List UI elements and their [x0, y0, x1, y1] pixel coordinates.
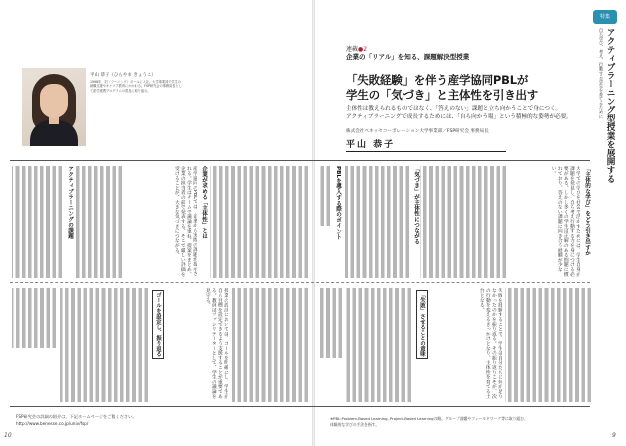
- column-right-lower-3-fill: [318, 288, 342, 358]
- column-left-1-fill: [210, 166, 308, 278]
- column-left-lower-2-fill: [60, 288, 148, 402]
- column-left-1: 産学協同のPBLでは、企業から実際の課題が提示される。学生はチームで議論を重ね、提案をまとめ、企業の担当者の前で発表する。そこで厳しい評価を受けることが、大きな気づきにつながる。: [173, 166, 197, 277]
- headline-line-2: 学生の「気づき」と主体性を引き出す: [346, 88, 539, 102]
- lead-line-2: アクティブラーニングで成長するためには、「自ら向かう場」という積極的な姿勢が必要。: [346, 114, 572, 120]
- divider-bottom: [10, 406, 590, 407]
- author-photo: [22, 68, 86, 146]
- page-gutter: [312, 0, 315, 446]
- series-num-value: 2: [363, 46, 368, 53]
- footnote-pbl-2: 体験的な学びの手法を指す。: [330, 422, 380, 427]
- column-right-lower-1-fill: [505, 288, 591, 402]
- column-right-1: 大学での学びを社会で活かすためには、学生自身が課題を発見し、自ら考え行動する力を身につける必要がある。しかし多くの学生は正解のある問題に慣れており、答えのない課題に向き合う経験が少ない。: [550, 166, 580, 277]
- lead-line-1: 主体性は教えられるものではなく、「答えのない」課題と立ち向かうことで身につく。: [346, 106, 562, 112]
- series-num: ●: [358, 46, 364, 53]
- author-affiliation: 株式会社ベネッセコーポレーション大学事業部／FSP研究会 事務局長: [346, 129, 489, 134]
- profile-text: 1998年、旧（ラーニング）ポールに入社。大学事業部で学生の就職支援やキャリア教育にかかわる。FSP研究会の事務局長として産学連携プログラムの普及に取り組む。: [90, 80, 182, 93]
- feature-title: アクティブラーニング型授業を展開する: [605, 28, 615, 183]
- footnote-pbl: ※PBL:Problem-Based Learning, Project-Based Learningの略。グループ課題やフィールドワーク等に取り組む、: [330, 416, 528, 421]
- author-rule: [346, 151, 506, 152]
- subhead-left-1: 企業が求める「主体性」とは: [201, 166, 207, 239]
- feature-caption: 自ら学び、考え、行動する学生を育てるために: [598, 28, 603, 119]
- footer-note: FSP研究会の詳細の紹介は、下記ホームページをご覧ください。: [16, 414, 137, 419]
- divider-top: [10, 160, 590, 161]
- column-left-3-fill: [12, 166, 62, 278]
- column-right-lower-1: 失敗を経験することで、学生は自分たちに何が足りなかったのかを振り返る。その振り返りこそが、次の行動を変えるきっかけとなり、主体性を育てる土台となる。: [478, 288, 502, 399]
- column-right-lower-2-fill: [345, 288, 411, 402]
- series-title: 企業の「リアル」を知る、課題解決型授業: [346, 53, 470, 61]
- headline-line-1: 「失敗経験」を伴う産学協同PBLが: [346, 73, 529, 87]
- page-number-right: 9: [612, 432, 616, 439]
- column-right-2-fill: [345, 166, 409, 278]
- column-left-lower-1-fill: [232, 288, 308, 402]
- feature-tab: 特集: [593, 10, 617, 24]
- subhead-right-3: 「失敗」させることの意味: [416, 290, 428, 359]
- divider-mid: [10, 282, 590, 283]
- profile-name: 平山 恭子（ひらやま きょうこ）: [90, 73, 156, 78]
- subhead-left-3: ゴールを設定し、振り返る: [152, 290, 164, 359]
- column-right-1-fill: [420, 166, 506, 278]
- subhead-mid-1: PBLを導入する際のポイント: [335, 166, 341, 240]
- subhead-left-2: アクティブラーニングの課題: [67, 166, 73, 239]
- column-mid-fill: [318, 166, 330, 226]
- subhead-right-1: 「主体的な学び」をどう引き出すか: [584, 166, 590, 256]
- column-left-lower-1: 授業の設計においては、ゴールを明確にし、学生が自ら目標を設定できるよう支援することが重要である。教員はファシリテーターとして、学生の議論を見守る。: [204, 288, 228, 399]
- author-name: 平山 恭子: [346, 140, 396, 150]
- subhead-right-2: 「気づき」が主体性につながる: [413, 166, 419, 245]
- page-number-left: 10: [4, 432, 12, 439]
- column-left-2-fill: [76, 166, 122, 278]
- series-label: 連載: [346, 46, 359, 53]
- footer-url[interactable]: http://www.benesse.co.jp/univ/fsp/: [16, 421, 89, 426]
- column-left-lower-3-fill: [12, 288, 56, 348]
